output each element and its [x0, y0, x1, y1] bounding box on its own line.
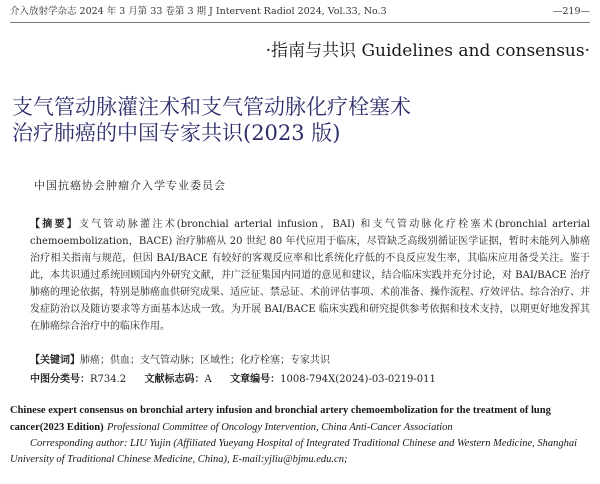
page-number: —219—	[552, 6, 590, 17]
section-label: ·指南与共识 Guidelines and consensus·	[265, 41, 590, 61]
english-title: Chinese expert consensus on bronchial artery infusion and bronchial artery chemoembolization for the treatment of lung cancer(2023 Edition)	[10, 405, 551, 433]
article-title-line-2: 治疗肺癌的中国专家共识(2023 版)	[12, 121, 341, 145]
clc-value: R734.2	[90, 374, 127, 385]
article-no-value: 1008-794X(2024)-03-0219-011	[280, 374, 436, 385]
abstract	[10, 216, 590, 335]
article-title-line-1: 支气管动脉灌注术和支气管动脉化疗栓塞术	[12, 95, 411, 119]
classification-line	[30, 370, 436, 385]
keywords-label: 【关键词】	[30, 355, 80, 366]
article-no-label: 文章编号：	[230, 374, 281, 385]
abstract-label: 【摘要】	[30, 219, 79, 230]
keywords-text: 肺癌；供血；支气管动脉；区域性；化疗栓塞；专家共识	[80, 355, 330, 366]
doc-code-value: A	[204, 374, 212, 385]
article-title	[12, 94, 588, 146]
english-abstract-header	[10, 402, 594, 468]
corresponding-author	[10, 436, 594, 468]
abstract-text: 支气管动脉灌注术(bronchial arterial infusion，BAI) 和支气管动脉化疗栓塞术(bronchial arterial chemoembolization，BACE) 治疗肺癌从 20 世纪 80 年代应用于临床，尽管缺乏高级别循证医学证据，暂时未能列入肺癌治疗相关指南与规范，但因 BAI/BACE 有较好的客观反应率和比系统化疗低的不良反应发生率，其临床应用备受关注。鉴于此，本共识通过系统回顾国内外研究文献，并广泛征集国内同道的意见和建议，结合临床实践并充分讨论，对 BAI/BACE 治疗肺癌的理论依据，特别是肺癌血供研究成果、适应证、禁忌证、术前评估事项、术前准备、操作流程、疗效评估、综合治疗、并发症防治以及随访要求等方面基本达成一致。为开展 BAI/BACE 临床实践和研究提供参考依据和技术支持，以期更好地发挥其在肺癌综合治疗中的临床作用。	[30, 219, 590, 332]
english-author: Professional Committee of Oncology Intervention, China Anti-Cancer Association	[106, 422, 453, 433]
corresponding-author-text: LIU Yujin (Affiliated Yueyang Hospital of Integrated Traditional Chinese and Western Medicine, Shanghai University of Traditional Chinese Medicine, China), E-mail:yjliu@bjmu.edu.cn;	[10, 438, 578, 465]
clc-label: 中图分类号：	[30, 374, 90, 385]
header-divider	[10, 22, 590, 23]
doc-code-label: 文献标志码：	[144, 374, 205, 385]
author-organization: 中国抗癌协会肿瘤介入学专业委员会	[34, 179, 226, 192]
journal-citation: 介入放射学杂志 2024 年 3 月第 33 卷第 3 期 J Intervent Radiol 2024, Vol.33, No.3	[10, 6, 387, 17]
keywords	[30, 351, 330, 366]
running-header	[10, 4, 590, 20]
corresponding-author-label: Corresponding author:	[30, 438, 128, 449]
